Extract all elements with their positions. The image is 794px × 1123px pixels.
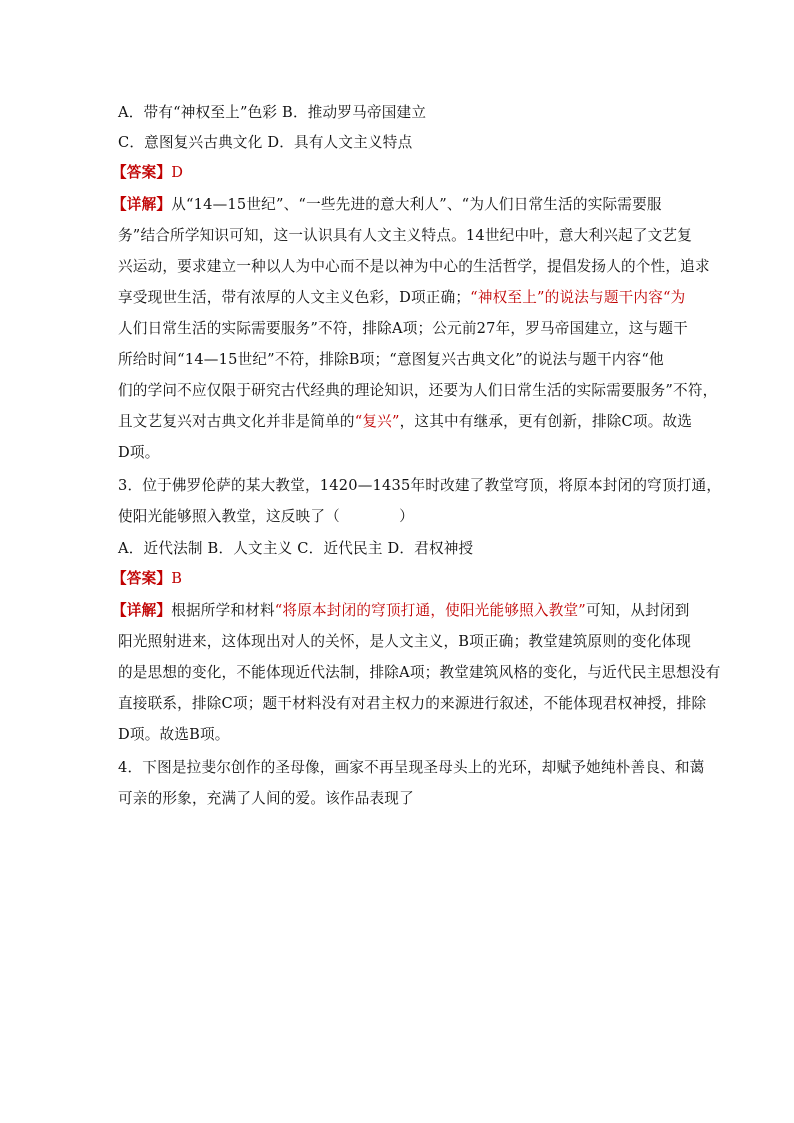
q2-detail-line-8	[118, 412, 692, 432]
q3-detail-line-5: D项。故选B项。	[118, 726, 230, 743]
q3-detail-line-4: 直接联系，排除C项；题干材料没有对君主权力的来源进行叙述，不能体现君权神授，排除	[118, 695, 707, 712]
q4-stem-line-2: 可亲的形象，充满了人间的爱。该作品表现了	[118, 790, 414, 807]
answer-value: B	[171, 570, 183, 587]
q2-options-line-1: A．带有“神权至上”色彩 B．推动罗马帝国建立	[118, 104, 427, 121]
q4-stem-line-1: 4．下图是拉斐尔创作的圣母像，画家不再呈现圣母头上的光环，却赋予她纯朴善良、和蔼	[118, 759, 705, 776]
q2-answer-line	[112, 163, 183, 183]
detail-highlight: “复兴”	[354, 413, 400, 430]
q2-detail-line-3: 兴运动，要求建立一种以人为中心而不是以神为中心的生活哲学，提倡发扬人的个性，追求	[118, 258, 710, 275]
q2-detail-line-1	[112, 195, 662, 215]
q3-options: A．近代法制 B．人文主义 C．近代民主 D．君权神授	[118, 540, 474, 557]
answer-tag: 【答案】	[112, 570, 172, 587]
detail-text: 从“14—15世纪”、“一些先进的意大利人”、“为人们日常生活的实际需要服	[171, 196, 662, 213]
detail-highlight: “神权至上”的说法与题干内容“为	[470, 289, 686, 306]
answer-value: D	[171, 164, 184, 181]
q2-detail-line-4	[118, 288, 685, 308]
detail-text: 享受现世生活，带有浓厚的人文主义色彩，D项正确；	[118, 289, 471, 306]
q2-detail-line-7: 们的学问不应仅限于研究古代经典的理论知识，还要为人们日常生活的实际需要服务”不符，	[118, 382, 718, 399]
q3-detail-line-3: 的是思想的变化，不能体现近代法制，排除A项；教堂建筑风格的变化，与近代民主思想没有	[118, 664, 721, 681]
detail-tag: 【详解】	[112, 196, 172, 213]
q2-detail-line-5: 人们日常生活的实际需要服务”不符，排除A项；公元前27年，罗马帝国建立，这与题干	[118, 320, 688, 337]
answer-tag: 【答案】	[112, 164, 172, 181]
q2-detail-line-6: 所给时间“14—15世纪”不符，排除B项；“意图复兴古典文化”的说法与题干内容“他	[118, 351, 664, 368]
q3-stem-line-1: 3．位于佛罗伦萨的某大教堂，1420—1435年时改建了教堂穹顶，将原本封闭的穹顶打通，	[118, 477, 722, 494]
q3-answer-line	[112, 569, 182, 589]
detail-text: 根据所学和材料	[171, 602, 275, 619]
q2-options-line-2: C．意图复兴古典文化 D．具有人文主义特点	[118, 134, 413, 151]
detail-tag: 【详解】	[112, 602, 172, 619]
detail-highlight: “将原本封闭的穹顶打通，使阳光能够照入教堂”	[274, 602, 586, 619]
detail-text: 可知，从封闭到	[585, 602, 690, 619]
q3-stem-line-2: 使阳光能够照入教堂，这反映了（ ）	[118, 508, 414, 525]
q3-detail-line-2: 阳光照射进来，这体现出对人的关怀，是人文主义，B项正确；教堂建筑原则的变化体现	[118, 633, 692, 650]
q3-detail-line-1	[112, 601, 690, 621]
detail-text: 且文艺复兴对古典文化并非是简单的	[118, 413, 355, 430]
q2-detail-line-2: 务”结合所学知识可知，这一认识具有人文主义特点。14世纪中叶，意大利兴起了文艺复	[118, 227, 693, 244]
q2-detail-line-9: D项。	[118, 444, 160, 461]
detail-text: ，这其中有继承，更有创新，排除C项。故选	[399, 413, 693, 430]
